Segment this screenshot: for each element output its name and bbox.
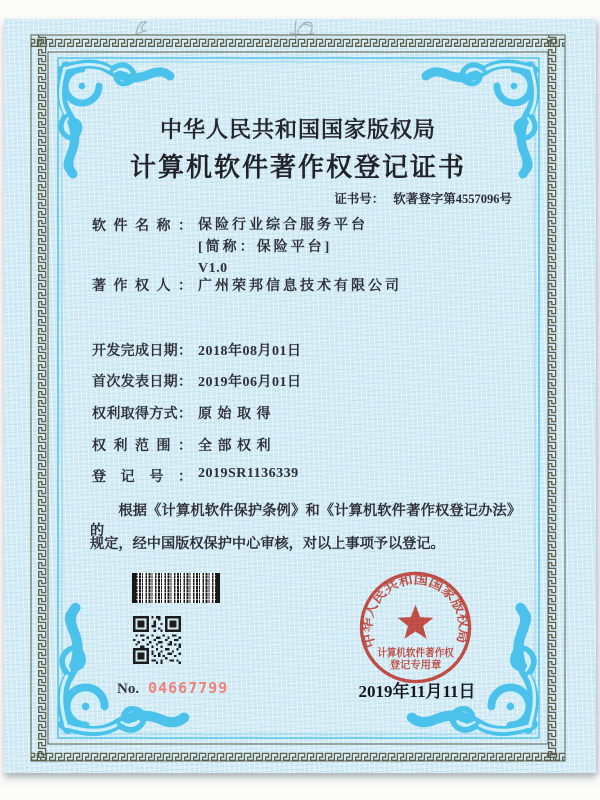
issue-date: 2019年11月11日 [358,682,476,701]
field-label: 登记号： [92,470,192,485]
field-value: 原始取得 [198,407,276,422]
seal-ring-text: 中华人民共和国国家版权局 [359,571,472,650]
field-copyright-owner [92,275,402,295]
red-star-seal [356,568,475,687]
certificate-number-value: 软著登字第4557096号 [393,192,512,206]
registration-number: 2019SR1136339 [198,466,299,481]
certificate-number-label: 证书号： [334,192,385,206]
field-value: 2018年08月01日 [198,344,302,359]
serial-number-line [117,679,228,698]
field-rights-acquisition [92,403,276,423]
statement-line-2: 规定，经中国版权保护中心审核，对以上事项予以登记。 [90,536,445,552]
barcode-2d [132,573,220,603]
serial-label: No. [117,681,140,697]
field-label: 权利范围： [92,439,192,454]
field-value: 2019年06月01日 [198,375,302,390]
seal-star [398,605,434,639]
qr-code [132,616,182,664]
field-label: 软件名称： [92,219,192,234]
field-label: 著作权人： [92,279,192,294]
certificate-number-line [298,189,512,207]
field-value [198,215,368,280]
field-dev-complete-date [92,340,302,360]
field-label: 首次发表日期： [92,375,192,390]
serial-number: 04667799 [148,679,229,697]
field-value: 全部权利 [198,439,276,454]
software-short-name: [简称：保险平台] [198,239,333,255]
seal-caption-line2: 登记专用章 [389,660,443,672]
software-name: 保险行业综合服务平台 [198,218,368,233]
seal-caption-line1: 计算机软件著作权 [377,648,462,660]
field-label: 开发完成日期： [92,344,192,359]
authority-title: 中华人民共和国国家版权局 [159,117,436,142]
field-registration-number [92,466,299,486]
field-first-publish-date [92,371,302,391]
statement-line-1: 根据《计算机软件保护条例》和《计算机软件著作权登记办法》的 [90,503,514,539]
certificate-title: 计算机软件著作权登记证书 [129,153,466,182]
field-rights-scope [92,435,276,455]
field-label: 权利取得方式： [92,407,192,422]
software-version: V1.0 [198,261,228,276]
owner-name: 广州荣邦信息技术有限公司 [198,279,402,294]
field-software-name [92,215,368,280]
